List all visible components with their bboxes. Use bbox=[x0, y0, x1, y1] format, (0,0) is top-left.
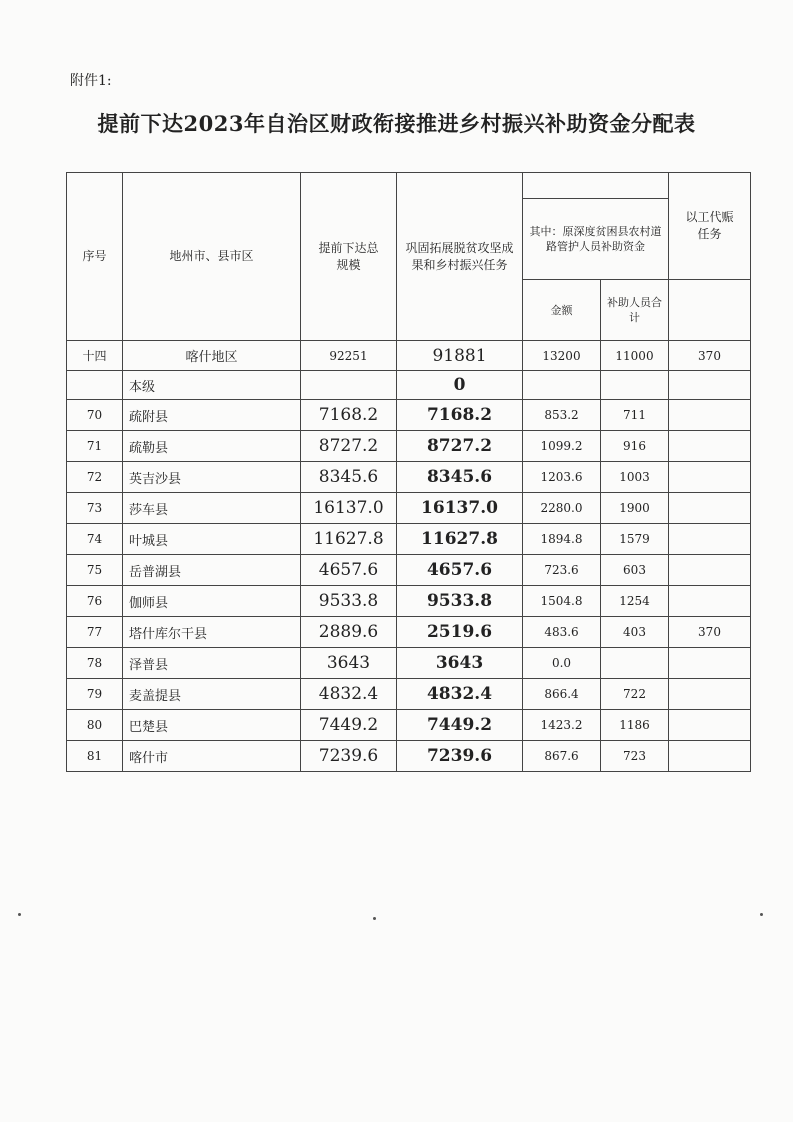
row-people: 711 bbox=[601, 400, 669, 431]
scan-speck bbox=[760, 913, 763, 916]
row-task: 4657.6 bbox=[397, 555, 523, 586]
header-people: 补助人员合计 bbox=[601, 280, 669, 341]
row-seq: 78 bbox=[67, 648, 123, 679]
row-people: 403 bbox=[601, 617, 669, 648]
row-people: 1900 bbox=[601, 493, 669, 524]
row-task: 7168.2 bbox=[397, 400, 523, 431]
row-amount: 866.4 bbox=[523, 679, 601, 710]
row-task: 7239.6 bbox=[397, 741, 523, 772]
row-region: 疏勒县 bbox=[123, 431, 301, 462]
row-task: 8345.6 bbox=[397, 462, 523, 493]
row-work-relief bbox=[669, 741, 751, 772]
row-people bbox=[601, 648, 669, 679]
row-task: 4832.4 bbox=[397, 679, 523, 710]
summary-row bbox=[67, 341, 751, 371]
header-subsidy-group: 其中：原深度贫困县农村道路管护人员补助资金 bbox=[523, 199, 669, 280]
row-amount: 483.6 bbox=[523, 617, 601, 648]
row-region: 伽师县 bbox=[123, 586, 301, 617]
row-people: 603 bbox=[601, 555, 669, 586]
table-row bbox=[67, 679, 751, 710]
row-people: 1003 bbox=[601, 462, 669, 493]
table-row bbox=[67, 524, 751, 555]
header-work-relief: 以工代赈任务 bbox=[669, 173, 751, 280]
row-amount: 1423.2 bbox=[523, 710, 601, 741]
row-region: 喀什市 bbox=[123, 741, 301, 772]
row-amount: 867.6 bbox=[523, 741, 601, 772]
row-amount: 1504.8 bbox=[523, 586, 601, 617]
header-amount: 金额 bbox=[523, 280, 601, 341]
header-total: 提前下达总规模 bbox=[301, 173, 397, 341]
row-total: 8727.2 bbox=[301, 431, 397, 462]
row-work-relief bbox=[669, 462, 751, 493]
summary-total: 92251 bbox=[301, 341, 397, 371]
row-amount: 1203.6 bbox=[523, 462, 601, 493]
row-people: 1186 bbox=[601, 710, 669, 741]
summary-amount: 13200 bbox=[523, 341, 601, 371]
header-work-relief-blank bbox=[669, 280, 751, 341]
table-row bbox=[67, 493, 751, 524]
row-work-relief bbox=[669, 586, 751, 617]
local-task: 0 bbox=[397, 371, 523, 400]
row-total: 16137.0 bbox=[301, 493, 397, 524]
header-blank bbox=[523, 173, 669, 199]
row-total: 8345.6 bbox=[301, 462, 397, 493]
row-region: 泽普县 bbox=[123, 648, 301, 679]
local-work-relief bbox=[669, 371, 751, 400]
row-seq: 72 bbox=[67, 462, 123, 493]
row-region: 巴楚县 bbox=[123, 710, 301, 741]
row-region: 麦盖提县 bbox=[123, 679, 301, 710]
row-task: 16137.0 bbox=[397, 493, 523, 524]
local-region: 本级 bbox=[123, 371, 301, 400]
table-row bbox=[67, 400, 751, 431]
row-work-relief bbox=[669, 710, 751, 741]
row-amount: 1894.8 bbox=[523, 524, 601, 555]
row-total: 7168.2 bbox=[301, 400, 397, 431]
table-row bbox=[67, 710, 751, 741]
row-amount: 0.0 bbox=[523, 648, 601, 679]
row-task: 3643 bbox=[397, 648, 523, 679]
row-total: 7449.2 bbox=[301, 710, 397, 741]
local-total bbox=[301, 371, 397, 400]
local-level-row bbox=[67, 371, 751, 400]
row-work-relief bbox=[669, 493, 751, 524]
summary-people: 11000 bbox=[601, 341, 669, 371]
row-task: 9533.8 bbox=[397, 586, 523, 617]
row-total: 2889.6 bbox=[301, 617, 397, 648]
table-row bbox=[67, 462, 751, 493]
scan-speck bbox=[373, 917, 376, 920]
row-seq: 74 bbox=[67, 524, 123, 555]
row-work-relief bbox=[669, 648, 751, 679]
header-seq: 序号 bbox=[67, 173, 123, 341]
row-people: 1254 bbox=[601, 586, 669, 617]
table-row bbox=[67, 741, 751, 772]
row-work-relief bbox=[669, 524, 751, 555]
row-total: 3643 bbox=[301, 648, 397, 679]
table-row bbox=[67, 555, 751, 586]
row-total: 4657.6 bbox=[301, 555, 397, 586]
row-task: 11627.8 bbox=[397, 524, 523, 555]
table-row bbox=[67, 586, 751, 617]
row-people: 723 bbox=[601, 741, 669, 772]
summary-work-relief: 370 bbox=[669, 341, 751, 371]
row-region: 疏附县 bbox=[123, 400, 301, 431]
row-region: 塔什库尔干县 bbox=[123, 617, 301, 648]
header-row-1 bbox=[67, 173, 751, 199]
summary-region: 喀什地区 bbox=[123, 341, 301, 371]
table-row bbox=[67, 431, 751, 462]
allocation-table bbox=[66, 172, 751, 772]
row-task: 8727.2 bbox=[397, 431, 523, 462]
row-people: 722 bbox=[601, 679, 669, 710]
local-amount bbox=[523, 371, 601, 400]
row-people: 1579 bbox=[601, 524, 669, 555]
local-people bbox=[601, 371, 669, 400]
row-total: 7239.6 bbox=[301, 741, 397, 772]
row-amount: 853.2 bbox=[523, 400, 601, 431]
row-total: 11627.8 bbox=[301, 524, 397, 555]
row-seq: 79 bbox=[67, 679, 123, 710]
row-seq: 73 bbox=[67, 493, 123, 524]
row-work-relief bbox=[669, 555, 751, 586]
scan-speck bbox=[18, 913, 21, 916]
row-region: 叶城县 bbox=[123, 524, 301, 555]
row-work-relief bbox=[669, 431, 751, 462]
row-seq: 75 bbox=[67, 555, 123, 586]
row-amount: 1099.2 bbox=[523, 431, 601, 462]
row-total: 9533.8 bbox=[301, 586, 397, 617]
row-total: 4832.4 bbox=[301, 679, 397, 710]
local-seq bbox=[67, 371, 123, 400]
document-title: 提前下达2023年自治区财政衔接推进乡村振兴补助资金分配表 bbox=[97, 111, 696, 136]
row-seq: 71 bbox=[67, 431, 123, 462]
row-task: 7449.2 bbox=[397, 710, 523, 741]
row-people: 916 bbox=[601, 431, 669, 462]
row-region: 岳普湖县 bbox=[123, 555, 301, 586]
row-work-relief bbox=[669, 400, 751, 431]
row-work-relief: 370 bbox=[669, 617, 751, 648]
row-seq: 80 bbox=[67, 710, 123, 741]
header-task: 巩固拓展脱贫攻坚成果和乡村振兴任务 bbox=[397, 173, 523, 341]
header-region: 地州市、县市区 bbox=[123, 173, 301, 341]
row-work-relief bbox=[669, 679, 751, 710]
summary-seq: 十四 bbox=[67, 341, 123, 371]
table-row bbox=[67, 648, 751, 679]
row-seq: 70 bbox=[67, 400, 123, 431]
row-amount: 2280.0 bbox=[523, 493, 601, 524]
table-row bbox=[67, 617, 751, 648]
attachment-label: 附件1: bbox=[70, 73, 112, 89]
row-task: 2519.6 bbox=[397, 617, 523, 648]
row-region: 英吉沙县 bbox=[123, 462, 301, 493]
summary-task: 91881 bbox=[397, 341, 523, 371]
row-seq: 76 bbox=[67, 586, 123, 617]
row-region: 莎车县 bbox=[123, 493, 301, 524]
row-amount: 723.6 bbox=[523, 555, 601, 586]
row-seq: 81 bbox=[67, 741, 123, 772]
row-seq: 77 bbox=[67, 617, 123, 648]
